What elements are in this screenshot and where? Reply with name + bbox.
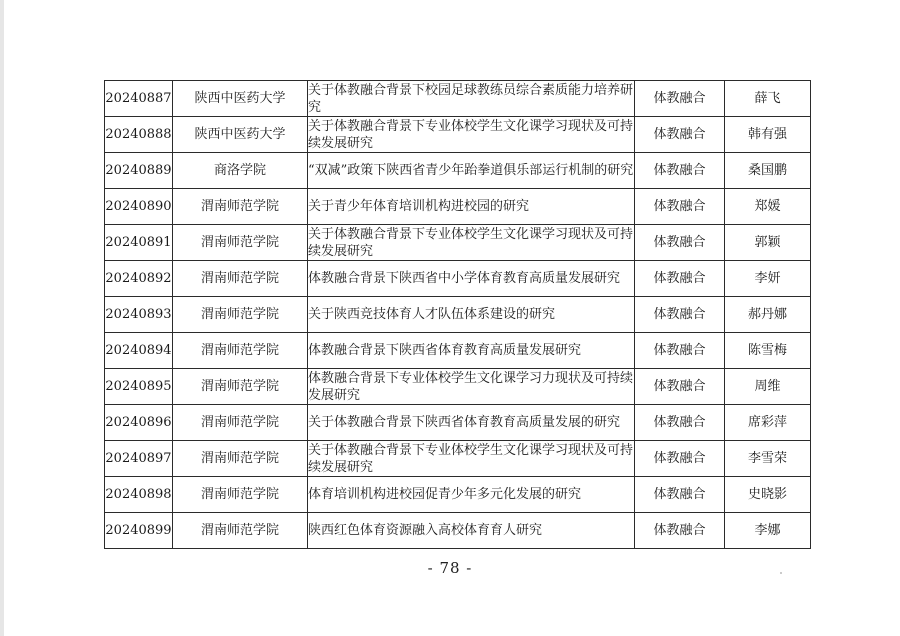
applicant-name-cell: 李妍: [725, 261, 811, 297]
category-cell: 体教融合: [635, 189, 725, 225]
school-cell: 渭南师范学院: [173, 189, 308, 225]
school-cell: 商洛学院: [173, 153, 308, 189]
category-cell: 体教融合: [635, 297, 725, 333]
project-title-cell: 关于体教融合背景下专业体校学生文化课学习现状及可持续发展研究: [308, 226, 634, 259]
category-cell: 体教融合: [635, 333, 725, 369]
category-cell: 体教融合: [635, 81, 725, 117]
page-edge: [0, 0, 4, 636]
project-title-cell: 体教融合背景下专业体校学生文化课学习力现状及可持续发展研究: [308, 370, 634, 403]
category-cell: 体教融合: [635, 153, 725, 189]
project-id-cell: 20240888: [105, 117, 173, 153]
table-row: [105, 225, 811, 261]
category-cell: 体教融合: [635, 117, 725, 153]
school-cell: 渭南师范学院: [173, 369, 308, 405]
school-cell: 渭南师范学院: [173, 225, 308, 261]
project-id-cell: 20240893: [105, 297, 173, 333]
project-title-cell: 关于体教融合背景下专业体校学生文化课学习现状及可持续发展研究: [308, 442, 634, 475]
category-cell: 体教融合: [635, 477, 725, 513]
school-cell: 渭南师范学院: [173, 477, 308, 513]
school-cell: 陕西中医药大学: [173, 117, 308, 153]
table-row: [105, 153, 811, 189]
project-title-cell: “双减”政策下陕西省青少年跆拳道俱乐部运行机制的研究: [308, 153, 635, 189]
project-title-cell: 关于体教融合背景下专业体校学生文化课学习现状及可持续发展研究: [308, 118, 634, 151]
project-id-cell: 20240897: [105, 441, 173, 477]
project-title-cell: 关于体教融合背景下校园足球教练员综合素质能力培养研究: [308, 82, 634, 115]
applicant-name-cell: 薛飞: [725, 81, 811, 117]
table-row: [105, 81, 811, 117]
category-cell: 体教融合: [635, 225, 725, 261]
table-row: [105, 405, 811, 441]
project-id-cell: 20240892: [105, 261, 173, 297]
project-id-cell: 20240889: [105, 153, 173, 189]
scan-speck: [780, 572, 782, 574]
applicant-name-cell: 史晓影: [725, 477, 811, 513]
applicant-name-cell: 桑国鹏: [725, 153, 811, 189]
project-id-cell: 20240891: [105, 225, 173, 261]
school-cell: 陕西中医药大学: [173, 81, 308, 117]
applicant-name-cell: 李雪荣: [725, 441, 811, 477]
school-cell: 渭南师范学院: [173, 297, 308, 333]
page-number: - 78 -: [427, 559, 473, 577]
table-row: [105, 513, 811, 549]
applicant-name-cell: 周维: [725, 369, 811, 405]
table-row: [105, 369, 811, 405]
table-row: [105, 477, 811, 513]
project-id-cell: 20240898: [105, 477, 173, 513]
school-cell: 渭南师范学院: [173, 261, 308, 297]
project-title-cell: 关于体教融合背景下陕西省体育教育高质量发展的研究: [308, 405, 635, 441]
school-cell: 渭南师范学院: [173, 441, 308, 477]
project-title-cell: 体教融合背景下陕西省体育教育高质量发展研究: [308, 333, 635, 369]
applicant-name-cell: 李娜: [725, 513, 811, 549]
applicant-name-cell: 郝丹娜: [725, 297, 811, 333]
project-table: [104, 80, 811, 549]
project-title-cell: 陕西红色体育资源融入高校体育育人研究: [308, 513, 635, 549]
category-cell: 体教融合: [635, 405, 725, 441]
project-title-cell: 体教融合背景下陕西省中小学体育教育高质量发展研究: [308, 261, 635, 297]
table-row: [105, 117, 811, 153]
school-cell: 渭南师范学院: [173, 333, 308, 369]
category-cell: 体教融合: [635, 369, 725, 405]
project-title-cell: 关于青少年体育培训机构进校园的研究: [308, 189, 635, 225]
table-row: [105, 297, 811, 333]
project-id-cell: 20240899: [105, 513, 173, 549]
category-cell: 体教融合: [635, 513, 725, 549]
category-cell: 体教融合: [635, 261, 725, 297]
applicant-name-cell: 陈雪梅: [725, 333, 811, 369]
project-id-cell: 20240887: [105, 81, 173, 117]
applicant-name-cell: 郭颖: [725, 225, 811, 261]
category-cell: 体教融合: [635, 441, 725, 477]
table-row: [105, 189, 811, 225]
school-cell: 渭南师范学院: [173, 405, 308, 441]
applicant-name-cell: 席彩萍: [725, 405, 811, 441]
school-cell: 渭南师范学院: [173, 513, 308, 549]
applicant-name-cell: 韩有强: [725, 117, 811, 153]
project-id-cell: 20240895: [105, 369, 173, 405]
project-id-cell: 20240890: [105, 189, 173, 225]
project-id-cell: 20240894: [105, 333, 173, 369]
project-title-cell: 体育培训机构进校园促青少年多元化发展的研究: [308, 477, 635, 513]
table-row: [105, 261, 811, 297]
table-row: [105, 441, 811, 477]
applicant-name-cell: 郑媛: [725, 189, 811, 225]
table-row: [105, 333, 811, 369]
project-id-cell: 20240896: [105, 405, 173, 441]
project-title-cell: 关于陕西竞技体育人才队伍体系建设的研究: [308, 297, 635, 333]
